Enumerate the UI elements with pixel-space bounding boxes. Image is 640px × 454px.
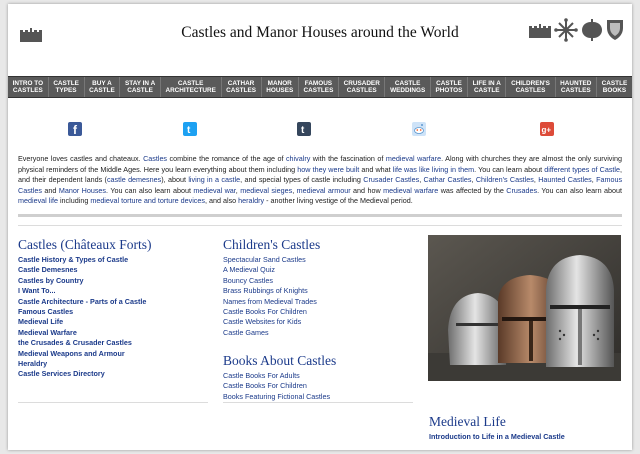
intro-link[interactable]: medieval torture and torture devices [90, 196, 205, 206]
childrens-heading[interactable]: Children's Castles [223, 237, 321, 252]
intro-text: , and special types of castle including [240, 175, 364, 185]
intro-link[interactable]: medieval sieges [240, 185, 293, 195]
intro-link[interactable]: Crusades [506, 185, 538, 195]
intro-text: . You can also learn about [537, 185, 622, 195]
list-item [223, 255, 413, 265]
nav-item[interactable]: CASTLE BOOKS [601, 79, 628, 94]
list-item [223, 307, 413, 317]
list-item [223, 392, 413, 402]
nav-item[interactable]: STAY IN A CASTLE [120, 77, 160, 97]
books-link[interactable]: Castle Books For Adults [223, 371, 300, 380]
intro-text: combine the romance of the age of [167, 154, 286, 163]
intro-text: ), about [161, 175, 189, 185]
intro-link[interactable]: different types of Castle [544, 164, 621, 174]
svg-text:t: t [301, 125, 305, 136]
list-item [18, 328, 208, 338]
intro-text: and what [359, 164, 393, 174]
nav-item[interactable]: CASTLE WEDDINGS [385, 77, 430, 97]
occitan-cross-icon[interactable] [554, 18, 578, 42]
intro-text: was affected by the [438, 185, 507, 195]
list-item [223, 381, 413, 391]
castle-link[interactable]: Castle Services Directory [18, 369, 105, 379]
divider [223, 402, 413, 403]
books-section [223, 353, 413, 402]
intro-text: including [57, 196, 91, 206]
tumblr-icon[interactable] [297, 122, 311, 136]
books-link[interactable]: Books Featuring Fictional Castles [223, 391, 331, 401]
facebook-icon[interactable] [68, 122, 82, 136]
castle-icon[interactable] [529, 22, 551, 38]
castle-link[interactable]: the Crusades & Crusader Castles [18, 338, 132, 348]
childrens-link[interactable]: Brass Rubbings of Knights [223, 286, 308, 296]
list-item [18, 317, 208, 327]
nav-item[interactable]: HAUNTED CASTLES [556, 77, 598, 97]
nav-item[interactable]: CHILDREN'S CASTLES [506, 77, 555, 97]
intro-link[interactable]: Manor Houses [58, 185, 107, 195]
medieval-life-link-list [429, 432, 619, 442]
shield-icon[interactable] [606, 19, 624, 41]
svg-text:f: f [73, 123, 77, 136]
intro-link[interactable]: medieval armour [296, 185, 351, 195]
googleplus-icon[interactable] [540, 122, 554, 136]
list-item [223, 297, 413, 307]
intro-text: , [591, 175, 597, 185]
childrens-link[interactable]: Castle Books For Children [223, 307, 307, 317]
list-item [18, 255, 208, 265]
castle-link[interactable]: Castles by Country [18, 275, 84, 285]
intro-link[interactable]: medieval warfare [383, 185, 439, 195]
castle-link[interactable]: I Want To... [18, 286, 56, 296]
castle-link[interactable]: Castle Architecture - Parts of a Castle [18, 296, 147, 306]
intro-text: , [471, 175, 476, 185]
list-item [18, 276, 208, 286]
nav-item[interactable]: FAMOUS CASTLES [299, 77, 339, 97]
intro-link[interactable]: life was like living in them [392, 164, 475, 174]
list-item [223, 286, 413, 296]
intro-link[interactable]: medieval war [193, 185, 236, 195]
divider [18, 402, 208, 403]
intro-text: - another living vestige of the Medieval period. [264, 196, 413, 206]
intro-text: , [533, 175, 539, 185]
castle-link[interactable]: Famous Castles [18, 307, 74, 317]
childrens-link[interactable]: Castle Games [223, 327, 269, 337]
list-item [18, 297, 208, 307]
list-item [18, 307, 208, 317]
childrens-link[interactable]: Spectacular Sand Castles [223, 255, 306, 264]
intro-link[interactable]: Haunted Castles [538, 175, 592, 185]
intro-link[interactable]: Children's Castles [475, 175, 534, 185]
medieval-link[interactable]: Introduction to Life in a Medieval Castle [429, 432, 565, 441]
castles-heading[interactable]: Castles (Châteaux Forts) [18, 237, 152, 252]
intro-link[interactable]: chivalry [285, 154, 311, 163]
medieval-helmets-photo [428, 235, 621, 381]
list-item [18, 265, 208, 275]
nav-item[interactable]: MANOR HOUSES [262, 77, 299, 97]
list-item [223, 265, 413, 275]
divider [18, 225, 622, 226]
castle-link[interactable]: Medieval Life [18, 317, 64, 327]
twitter-icon[interactable] [183, 122, 197, 136]
childrens-link-list [223, 255, 413, 338]
intro-text: and how [350, 185, 384, 195]
list-item [18, 349, 208, 359]
nav-item[interactable]: BUY A CASTLE [85, 77, 121, 97]
divider [18, 214, 622, 217]
social-share-bar [8, 122, 632, 138]
intro-text: , and also [205, 196, 239, 206]
castle-link[interactable]: Medieval Warfare [18, 327, 77, 337]
childrens-section [223, 237, 413, 338]
header-icons [529, 18, 624, 42]
intro-link[interactable]: Famous Castles [18, 175, 623, 195]
list-item [18, 338, 208, 348]
intro-text: . You can also learn about [106, 185, 194, 195]
castle-link[interactable]: Castle History & Types of Castle [18, 255, 129, 264]
list-item [223, 317, 413, 327]
childrens-link[interactable]: A Medieval Quiz [223, 265, 275, 275]
list-item [18, 286, 208, 296]
intro-link[interactable]: Cathar Castles [423, 175, 472, 185]
nav-item[interactable]: LIFE IN A CASTLE [468, 77, 506, 97]
intro-text: , and their dependent lands ( [18, 164, 623, 185]
castle-link[interactable]: Castle Demesnes [18, 265, 78, 275]
intro-link[interactable]: living in a castle [188, 175, 241, 185]
intro-link[interactable]: heraldry [238, 196, 265, 206]
intro-text: , [235, 185, 241, 195]
castle-link[interactable]: Heraldry [18, 359, 48, 369]
nav-item[interactable]: CASTLE TYPES [49, 77, 85, 97]
intro-link[interactable]: castle demesnes [106, 175, 162, 185]
nav-item[interactable]: CASTLE PHOTOS [431, 77, 468, 97]
intro-text: with the fascination of [310, 154, 386, 163]
battle-axe-icon[interactable] [581, 18, 603, 42]
nav-item[interactable]: CASTLE ARCHITECTURE [161, 77, 222, 97]
nav-item[interactable]: INTRO TO CASTLES [8, 77, 49, 97]
list-item [223, 328, 413, 338]
books-link[interactable]: Castle Books For Children [223, 381, 307, 391]
intro-text: . Along with churches they are almost the only surviving physical reminders of the Middle Ages. Here you learn everything about them including [18, 154, 622, 174]
list-item [223, 276, 413, 286]
list-item [18, 369, 208, 379]
intro-text: . You can learn about [474, 164, 545, 174]
main-navigation [8, 76, 632, 98]
books-heading[interactable]: Books About Castles [223, 353, 337, 368]
intro-paragraph [18, 154, 622, 207]
castles-section [18, 237, 208, 380]
intro-link[interactable]: medieval warfare [385, 154, 442, 163]
page [8, 4, 632, 450]
reddit-icon[interactable] [412, 122, 426, 136]
list-item [223, 371, 413, 381]
nav-item[interactable]: CRUSADER CASTLES [339, 77, 385, 97]
intro-link[interactable]: how they were built [297, 164, 360, 174]
childrens-link[interactable]: Castle Websites for Kids [223, 317, 302, 327]
intro-link[interactable]: medieval life [18, 196, 58, 206]
intro-link[interactable]: Castles [143, 154, 168, 163]
list-item [18, 359, 208, 369]
childrens-link[interactable]: Names from Medieval Trades [223, 296, 317, 306]
list-item [429, 432, 619, 442]
site-header [8, 4, 632, 72]
intro-text: , [292, 185, 297, 195]
intro-text: , [419, 175, 424, 185]
childrens-link[interactable]: Bouncy Castles [223, 275, 273, 285]
site-title: Castles and Manor Houses around the World [181, 24, 459, 41]
intro-text: and [41, 185, 59, 195]
medieval-life-section [429, 414, 619, 442]
nav-item[interactable]: CATHAR CASTLES [222, 77, 262, 97]
castles-link-list [18, 255, 208, 380]
medieval-life-heading[interactable]: Medieval Life [429, 414, 506, 429]
books-link-list [223, 371, 413, 402]
intro-text: Everyone loves castles and chateaux. [18, 154, 144, 163]
svg-text:g+: g+ [541, 125, 552, 135]
intro-link[interactable]: Crusader Castles [363, 175, 420, 185]
svg-text:t: t [187, 125, 191, 136]
castle-link[interactable]: Medieval Weapons and Armour [18, 348, 125, 358]
